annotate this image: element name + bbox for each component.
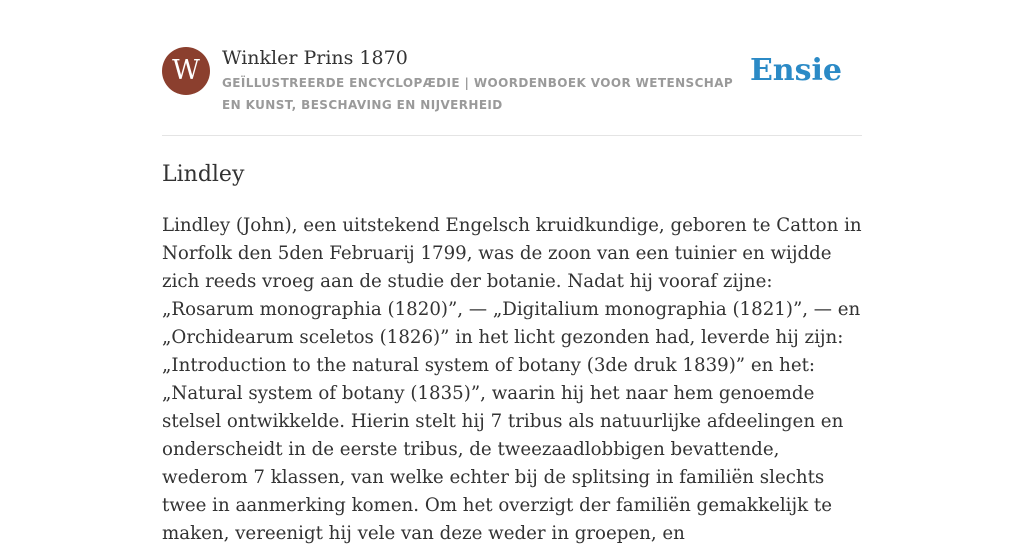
entry-text: Lindley (John), een uitstekend Engelsch kruidkundige, geboren te Catton in Norfolk den 5den Februarij 1799, was de zoon van een tuinier en wijdde zich reeds vroeg aan de studie der botanie. Nadat hij vooraf zijne: „Rosarum monographia (1820)”, — „Digitalium monographia (1821)”, — en „Orchidearum sceletos (1826)” in het licht gezonden had, leverde hij zijn: „Introduction to the natural system of botany (3de druk 1839)” en het: „Natural system of botany (1835)”, waarin hij het naar hem genoemde stelsel ontwikkelde. Hierin stelt hij 7 tribus als natuurlijke afdeelingen en onderscheidt in de eerste tribus, de tweezaadlobbigen bevattende, wederom 7 klassen, van welke echter bij de splitsing in familiën slechts twee in aanmerking komen. Om het overzigt der familiën gemakkelijk te maken, vereenigt hij vele van deze weder in groepen, en	[162, 215, 862, 544]
source-subtitle: GEÏLLUSTREERDE ENCYCLOPÆDIE | WOORDENBOEK VOOR WETENSCHAP EN KUNST, BESCHAVING EN NIJVERHEID	[222, 76, 734, 112]
source-header	[162, 46, 862, 136]
header-divider	[162, 135, 862, 136]
brand-logo-link[interactable]: Ensie	[749, 53, 842, 88]
source-title[interactable]: Winkler Prins 1870	[222, 47, 408, 69]
source-avatar: W	[162, 47, 210, 95]
entry-title: Lindley	[162, 162, 245, 187]
